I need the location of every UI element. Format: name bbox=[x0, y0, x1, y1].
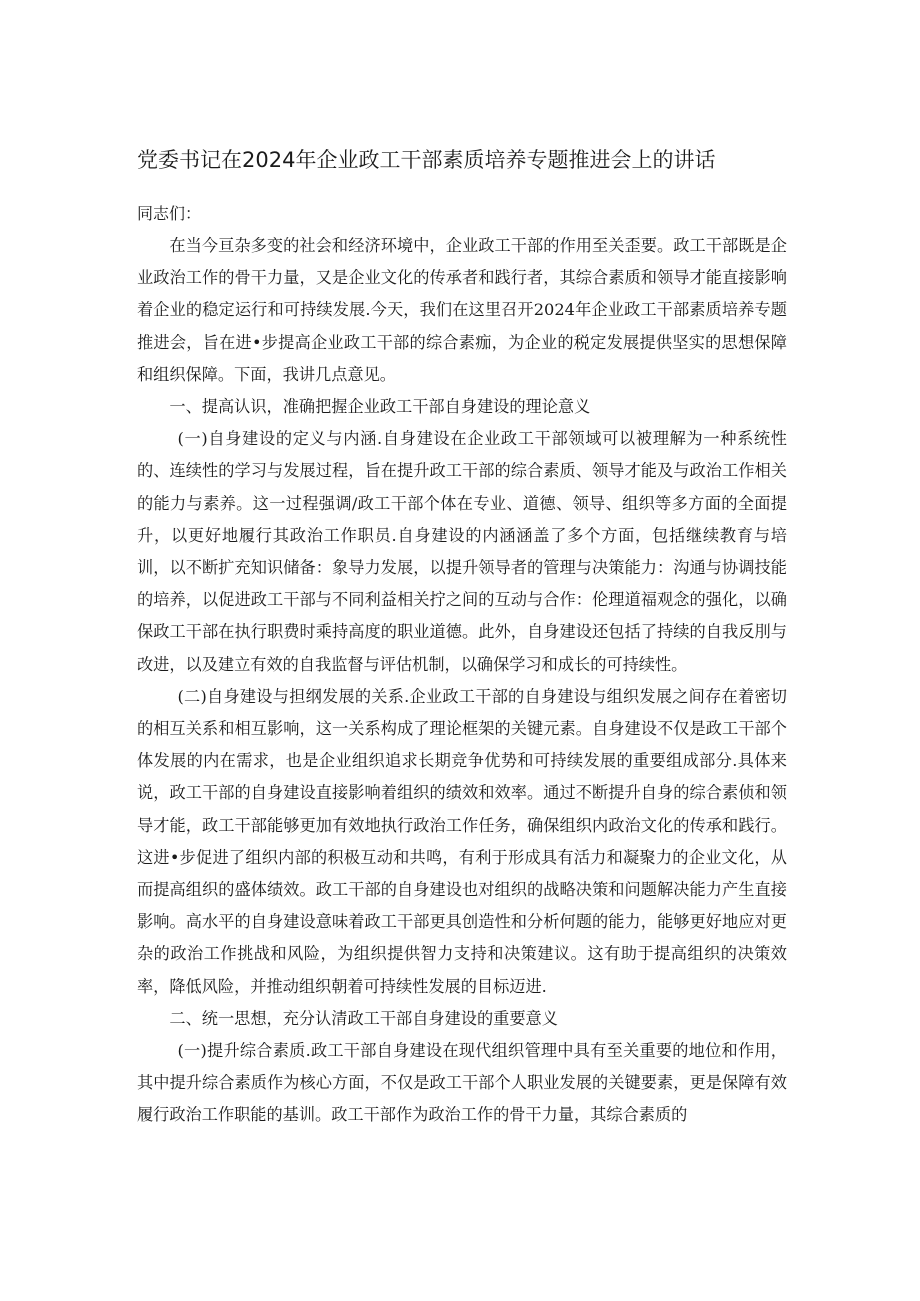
document-title: 党委书记在2024年企业政工干部素质培养专题推进会上的讲话 bbox=[137, 148, 716, 172]
subsection-paragraph-1-1: (一)自身建设的定义与内涵.自身建设在企业政工干部领域可以被理解为一种系统性的、连续性的学习与发展过程，旨在提升政工干部的综合素质、领导才能及与政治工作相关的能力与素养。这一过程强调/政工干部个体在专业、道德、领导、组织等多方面的全面提升，以更好地履行其政治工作职员.自身建设的内涵涵盖了多个方面，包括继续教育与培训，以不断扩充知识储备：象导力发展，以提升领导者的管理与决策能力：沟通与协调技能的培养，以促进政工干部与不同利益相关拧之间的互动与合作：伦理道福观念的强化，以确保政工干部在执行职费时乘持高度的职业道德。此外，自身建设还包括了持续的自我反刖与改进，以及建立有效的自我监督与评估机制，以确保学习和成长的可持续性。 bbox=[137, 429, 787, 674]
salutation: 同志们： bbox=[137, 204, 202, 223]
subsection-paragraph-1-2: (二)自身建设与担纲发展的关系.企业政工干部的自身建设与组织发展之间存在着密切的相互关系和相互影响，这一关系构成了理论框架的关键元素。自身建设不仅是政工干部个体发展的内在需求，也是企业组织追求长期竞争优势和可持续发展的重要组成部分.具体来说，政工干部的自身建设直接影响着组织的绩效和效率。通过不断提升自身的综合素侦和领导才能，政工干部能够更加有效地执行政治工作任务，确保组织内政治文化的传承和践行。这进•步促进了组织内部的积极互动和共鸣，有利于形成具有活力和凝聚力的企业文化，从而提高组织的盛体绩效。政工干部的自身建设也对组织的战略决策和问题解决能力产生直接影响。高水平的自身建设意味着政工干部更具创造性和分析何题的能力，能够更好地应对更杂的政治工作挑战和风险，为组织提供智力支持和决策建议。这有助于提高组织的决策效率，降低风险，并推动组织朝着可持续性发展的目标迈进. bbox=[137, 686, 787, 996]
subsection-paragraph-2-1: (一)提升综合素质.政工干部自身建设在现代组织管理中具有至关重要的地位和作用，其中提升综合素质作为核心方面，不仅是政工干部个人职业发展的关键要素，更是保障有效履行政治工作职能的基训。政工干部作为政治工作的骨干力量，其综合素质的 bbox=[137, 1041, 787, 1125]
document-body bbox=[137, 230, 787, 1132]
section-heading-2: 二、统一思想，充分认清政工干部自身建设的重要意义 bbox=[169, 1008, 558, 1028]
section-heading-1: 一、提高认识，准确把握企业政工干部自身建设的理论意义 bbox=[169, 397, 591, 417]
intro-paragraph: 在当今亘杂多变的社会和经济环境中，企业政工干部的作用至关歪要。政工干部既是企业政治工作的骨干力量，又是企业文化的传承者和践行者，其综合素质和领导才能直接影响着企业的稳定运行和可持续发展.今天，我们在这里召开2024年企业政工干部素质培养专题推进会，旨在进•步提高企业政工干部的综合素痂，为企业的税定发展提供坚实的思想保障和组织保障。下面，我讲几点意见。 bbox=[137, 236, 787, 384]
